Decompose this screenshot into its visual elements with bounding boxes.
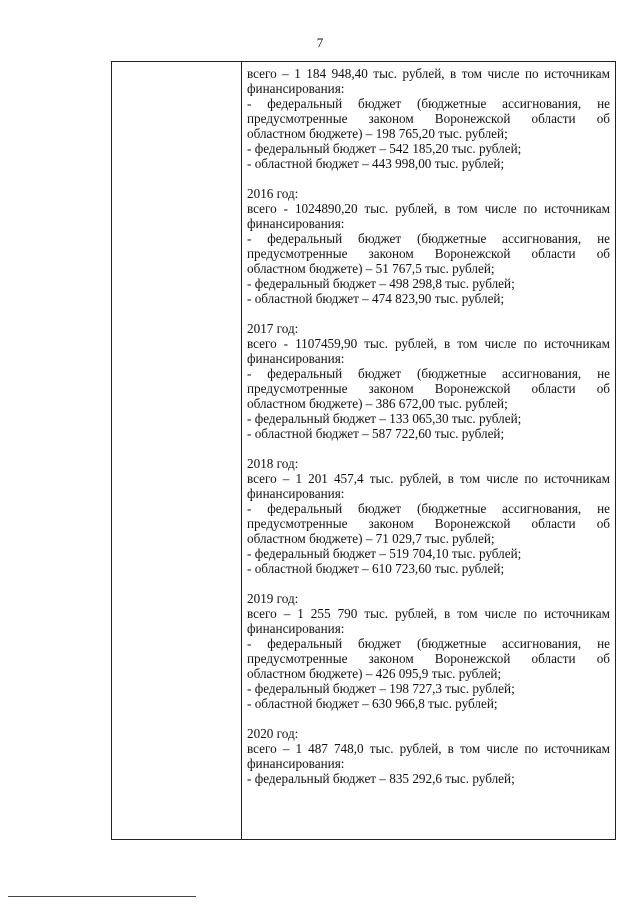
funding-line: финансирования: — [247, 621, 345, 636]
funding-line: финансирования: — [247, 756, 345, 771]
funding-line: - федеральный бюджет (бюджетные ассигнования, не — [247, 96, 610, 111]
funding-line: - областной бюджет – 443 998,00 тыс. рублей; — [247, 156, 505, 171]
funding-line: всего – 1 255 790 тыс. рублей, в том числе по источникам — [247, 606, 610, 621]
funding-line: областном бюджете) – 386 672,00 тыс. рублей; — [247, 396, 508, 411]
paragraph-gap — [247, 306, 610, 321]
funding-line: - федеральный бюджет (бюджетные ассигнования, не — [247, 501, 610, 516]
funding-line: - федеральный бюджет (бюджетные ассигнования, не — [247, 231, 610, 246]
year-heading: 2019 год: — [247, 591, 299, 606]
funding-line: - федеральный бюджет (бюджетные ассигнования, не — [247, 366, 610, 381]
funding-line: всего - 1024890,20 тыс. рублей, в том числе по источникам — [247, 201, 610, 216]
funding-line: областном бюджете) – 426 095,9 тыс. рублей; — [247, 666, 502, 681]
funding-line: - областной бюджет – 610 723,60 тыс. рублей; — [247, 561, 505, 576]
funding-line: всего – 1 201 457,4 тыс. рублей, в том числе по источникам — [247, 471, 610, 486]
funding-block-total — [247, 66, 610, 171]
funding-line: областном бюджете) – 198 765,20 тыс. рублей; — [247, 126, 508, 141]
funding-table — [111, 61, 616, 840]
paragraph-gap — [247, 576, 610, 591]
funding-block-2018 — [247, 456, 610, 576]
funding-line: предусмотренные законом Воронежской области об — [247, 651, 610, 666]
funding-line: - федеральный бюджет – 835 292,6 тыс. рублей; — [247, 771, 515, 786]
funding-line: финансирования: — [247, 81, 345, 96]
funding-line: финансирования: — [247, 351, 345, 366]
funding-line: предусмотренные законом Воронежской области об — [247, 381, 610, 396]
funding-line: - федеральный бюджет – 498 298,8 тыс. рублей; — [247, 276, 515, 291]
table-label-cell — [112, 62, 242, 839]
funding-line: финансирования: — [247, 216, 345, 231]
year-heading: 2020 год: — [247, 726, 299, 741]
funding-line: предусмотренные законом Воронежской области об — [247, 516, 610, 531]
footer-divider — [8, 896, 196, 897]
year-heading: 2016 год: — [247, 186, 299, 201]
funding-line: - федеральный бюджет – 198 727,3 тыс. рублей; — [247, 681, 515, 696]
table-content-cell — [242, 62, 615, 839]
paragraph-gap — [247, 441, 610, 456]
funding-block-2017 — [247, 321, 610, 441]
year-heading: 2018 год: — [247, 456, 299, 471]
paragraph-gap — [247, 711, 610, 726]
paragraph-gap — [247, 171, 610, 186]
funding-line: областном бюджете) – 71 029,7 тыс. рублей; — [247, 531, 495, 546]
funding-line: - федеральный бюджет (бюджетные ассигнования, не — [247, 636, 610, 651]
funding-line: - областной бюджет – 630 966,8 тыс. рублей; — [247, 696, 498, 711]
funding-line: всего – 1 184 948,40 тыс. рублей, в том числе по источникам — [247, 66, 610, 81]
year-heading: 2017 год: — [247, 321, 299, 336]
funding-block-2016 — [247, 186, 610, 306]
funding-line: предусмотренные законом Воронежской области об — [247, 246, 610, 261]
page-number: 7 — [316, 35, 324, 50]
funding-line: всего – 1 487 748,0 тыс. рублей, в том числе по источникам — [247, 741, 610, 756]
funding-line: финансирования: — [247, 486, 345, 501]
funding-block-2019 — [247, 591, 610, 711]
funding-line: предусмотренные законом Воронежской области об — [247, 111, 610, 126]
funding-block-2020 — [247, 726, 610, 786]
funding-line: областном бюджете) – 51 767,5 тыс. рублей; — [247, 261, 495, 276]
funding-line: - областной бюджет – 474 823,90 тыс. рублей; — [247, 291, 505, 306]
funding-line: - федеральный бюджет – 542 185,20 тыс. рублей; — [247, 141, 522, 156]
funding-line: - федеральный бюджет – 133 065,30 тыс. рублей; — [247, 411, 522, 426]
funding-line: всего - 1107459,90 тыс. рублей, в том числе по источникам — [247, 336, 610, 351]
funding-line: - областной бюджет – 587 722,60 тыс. рублей; — [247, 426, 505, 441]
funding-line: - федеральный бюджет – 519 704,10 тыс. рублей; — [247, 546, 522, 561]
